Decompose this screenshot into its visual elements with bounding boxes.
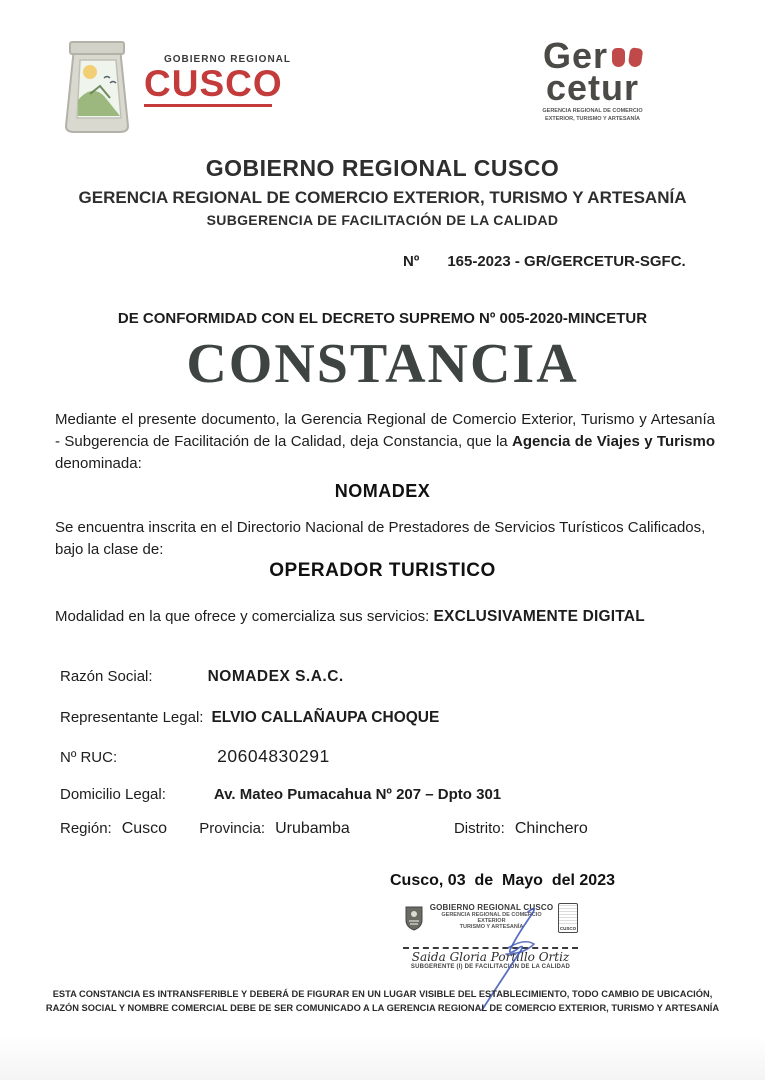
gercetur-caption-line2: EXTERIOR, TURISMO Y ARTESANÍA bbox=[545, 115, 640, 122]
inca-stone-icon bbox=[60, 38, 134, 135]
field-geo-row bbox=[60, 820, 588, 838]
modality-label: Modalidad en la que ofrece y comercializa sus servicios: bbox=[55, 608, 434, 625]
document-number-line bbox=[403, 253, 686, 270]
agency-name: NOMADEX bbox=[334, 481, 431, 501]
class-name: OPERADOR TURISTICO bbox=[269, 560, 496, 581]
field-domicilio-legal bbox=[60, 786, 501, 803]
intro-tail: denominada: bbox=[55, 454, 142, 472]
number-label: Nº bbox=[403, 253, 420, 270]
stamp-line3: TURISMO Y ARTESANÍA bbox=[459, 924, 524, 930]
footer-line2: RAZÓN SOCIAL Y NOMBRE COMERCIAL DEBE DE SER COMUNICADO A LA GERENCIA REGIONAL DE COMERCIO EXTERIOR, TURISMO Y ARTESANÍA bbox=[45, 1002, 720, 1013]
provincia-group bbox=[199, 820, 350, 838]
ruc-label: Nº RUC: bbox=[60, 749, 118, 766]
decree-line: DE CONFORMIDAD CON EL DECRETO SUPREMO Nº 005-2020-MINCETUR bbox=[117, 310, 648, 327]
domicilio-label: Domicilio Legal: bbox=[60, 786, 166, 803]
logo-left-text bbox=[144, 38, 291, 107]
signature-dashed-line bbox=[403, 947, 578, 949]
provincia-label: Provincia: bbox=[199, 820, 266, 837]
document-title: CONSTANCIA bbox=[186, 333, 579, 395]
official-stamp-block bbox=[403, 903, 578, 970]
subtitle-subgerencia: SUBGERENCIA DE FACILITACIÓN DE LA CALIDAD bbox=[206, 212, 559, 228]
representante-label: Representante Legal: bbox=[60, 709, 204, 726]
stamp-header bbox=[403, 903, 578, 933]
gercetur-word-bottom: cetur bbox=[545, 66, 640, 108]
field-representante-legal bbox=[60, 709, 439, 727]
logo-small-label: GOBIERNO REGIONAL bbox=[164, 54, 292, 65]
logo-red-underline bbox=[144, 104, 272, 107]
coat-of-arms-icon bbox=[403, 905, 425, 931]
razon-social-label: Razón Social: bbox=[60, 668, 153, 685]
gobierno-regional-cusco-logo bbox=[60, 38, 291, 135]
subtitle-gerencia: GERENCIA REGIONAL DE COMERCIO EXTERIOR, TURISMO Y ARTESANÍA bbox=[78, 188, 687, 207]
razon-social-value: NOMADEX S.A.C. bbox=[207, 668, 344, 685]
modality-value: EXCLUSIVAMENTE DIGITAL bbox=[433, 608, 645, 625]
main-title: GOBIERNO REGIONAL CUSCO bbox=[205, 155, 560, 181]
gercetur-red-marks-icon bbox=[612, 48, 642, 67]
seal-label: CUSCO bbox=[559, 926, 577, 931]
intro-text: Mediante el presente documento, la Gerencia Regional de Comercio Exterior, Turismo y Artesanía - Subgerencia de Facilitación de la Calidad, deja Constancia, que la bbox=[55, 411, 715, 450]
domicilio-value: Av. Mateo Pumacahua Nº 207 – Dpto 301 bbox=[213, 786, 502, 803]
intro-bold-agency-type: Agencia de Viajes y Turismo bbox=[512, 432, 715, 450]
logo-cusco-wordmark: CUSCO bbox=[144, 63, 283, 104]
modality-line bbox=[55, 608, 735, 626]
region-value: Cusco bbox=[121, 820, 168, 837]
distrito-group bbox=[454, 820, 588, 838]
intro-paragraph bbox=[55, 409, 715, 474]
scan-bottom-shade bbox=[0, 1035, 765, 1080]
footer-disclaimer bbox=[0, 988, 765, 1016]
number-value: 165-2023 - GR/GERCETUR-SGFC. bbox=[447, 253, 686, 270]
ruc-value: 20604830291 bbox=[217, 746, 330, 766]
distrito-label: Distrito: bbox=[453, 820, 505, 837]
stamp-text-lines bbox=[425, 903, 558, 930]
field-ruc bbox=[60, 746, 330, 767]
gercetur-logo bbox=[505, 35, 680, 123]
cusco-seal-stamp-icon bbox=[558, 903, 578, 933]
stamp-line2: GERENCIA REGIONAL DE COMERCIO EXTERIOR bbox=[441, 912, 542, 924]
region-group bbox=[60, 820, 167, 838]
representante-value: ELVIO CALLAÑAUPA CHOQUE bbox=[211, 709, 440, 726]
field-razon-social bbox=[60, 668, 344, 686]
date-line: Cusco, 03 de Mayo del 2023 bbox=[390, 872, 615, 889]
gercetur-caption bbox=[505, 108, 680, 122]
stamp-line1: GOBIERNO REGIONAL CUSCO bbox=[429, 903, 554, 912]
distrito-value: Chinchero bbox=[514, 820, 588, 837]
signer-name: Saida Gloria Portillo Ortiz bbox=[411, 950, 570, 964]
footer-line1: ESTA CONSTANCIA ES INTRANSFERIBLE Y DEBERÁ DE FIGURAR EN UN LUGAR VISIBLE DEL ESTABLECIMIENTO, TODO CAMBIO DE UBICACIÓN, bbox=[52, 989, 713, 999]
region-label: Región: bbox=[60, 820, 112, 837]
signer-role: SUBGERENTE (I) DE FACILITACIÓN DE LA CALIDAD bbox=[410, 964, 571, 970]
header-titles bbox=[0, 155, 765, 228]
gercetur-word-top: Ger bbox=[542, 35, 609, 76]
gercetur-caption-line1: GERENCIA REGIONAL DE COMERCIO bbox=[542, 108, 643, 115]
provincia-value: Urubamba bbox=[275, 820, 350, 837]
registry-paragraph: Se encuentra inscrita en el Directorio Nacional de Prestadores de Servicios Turísticos Calificados, bajo la clase de: bbox=[55, 519, 706, 558]
